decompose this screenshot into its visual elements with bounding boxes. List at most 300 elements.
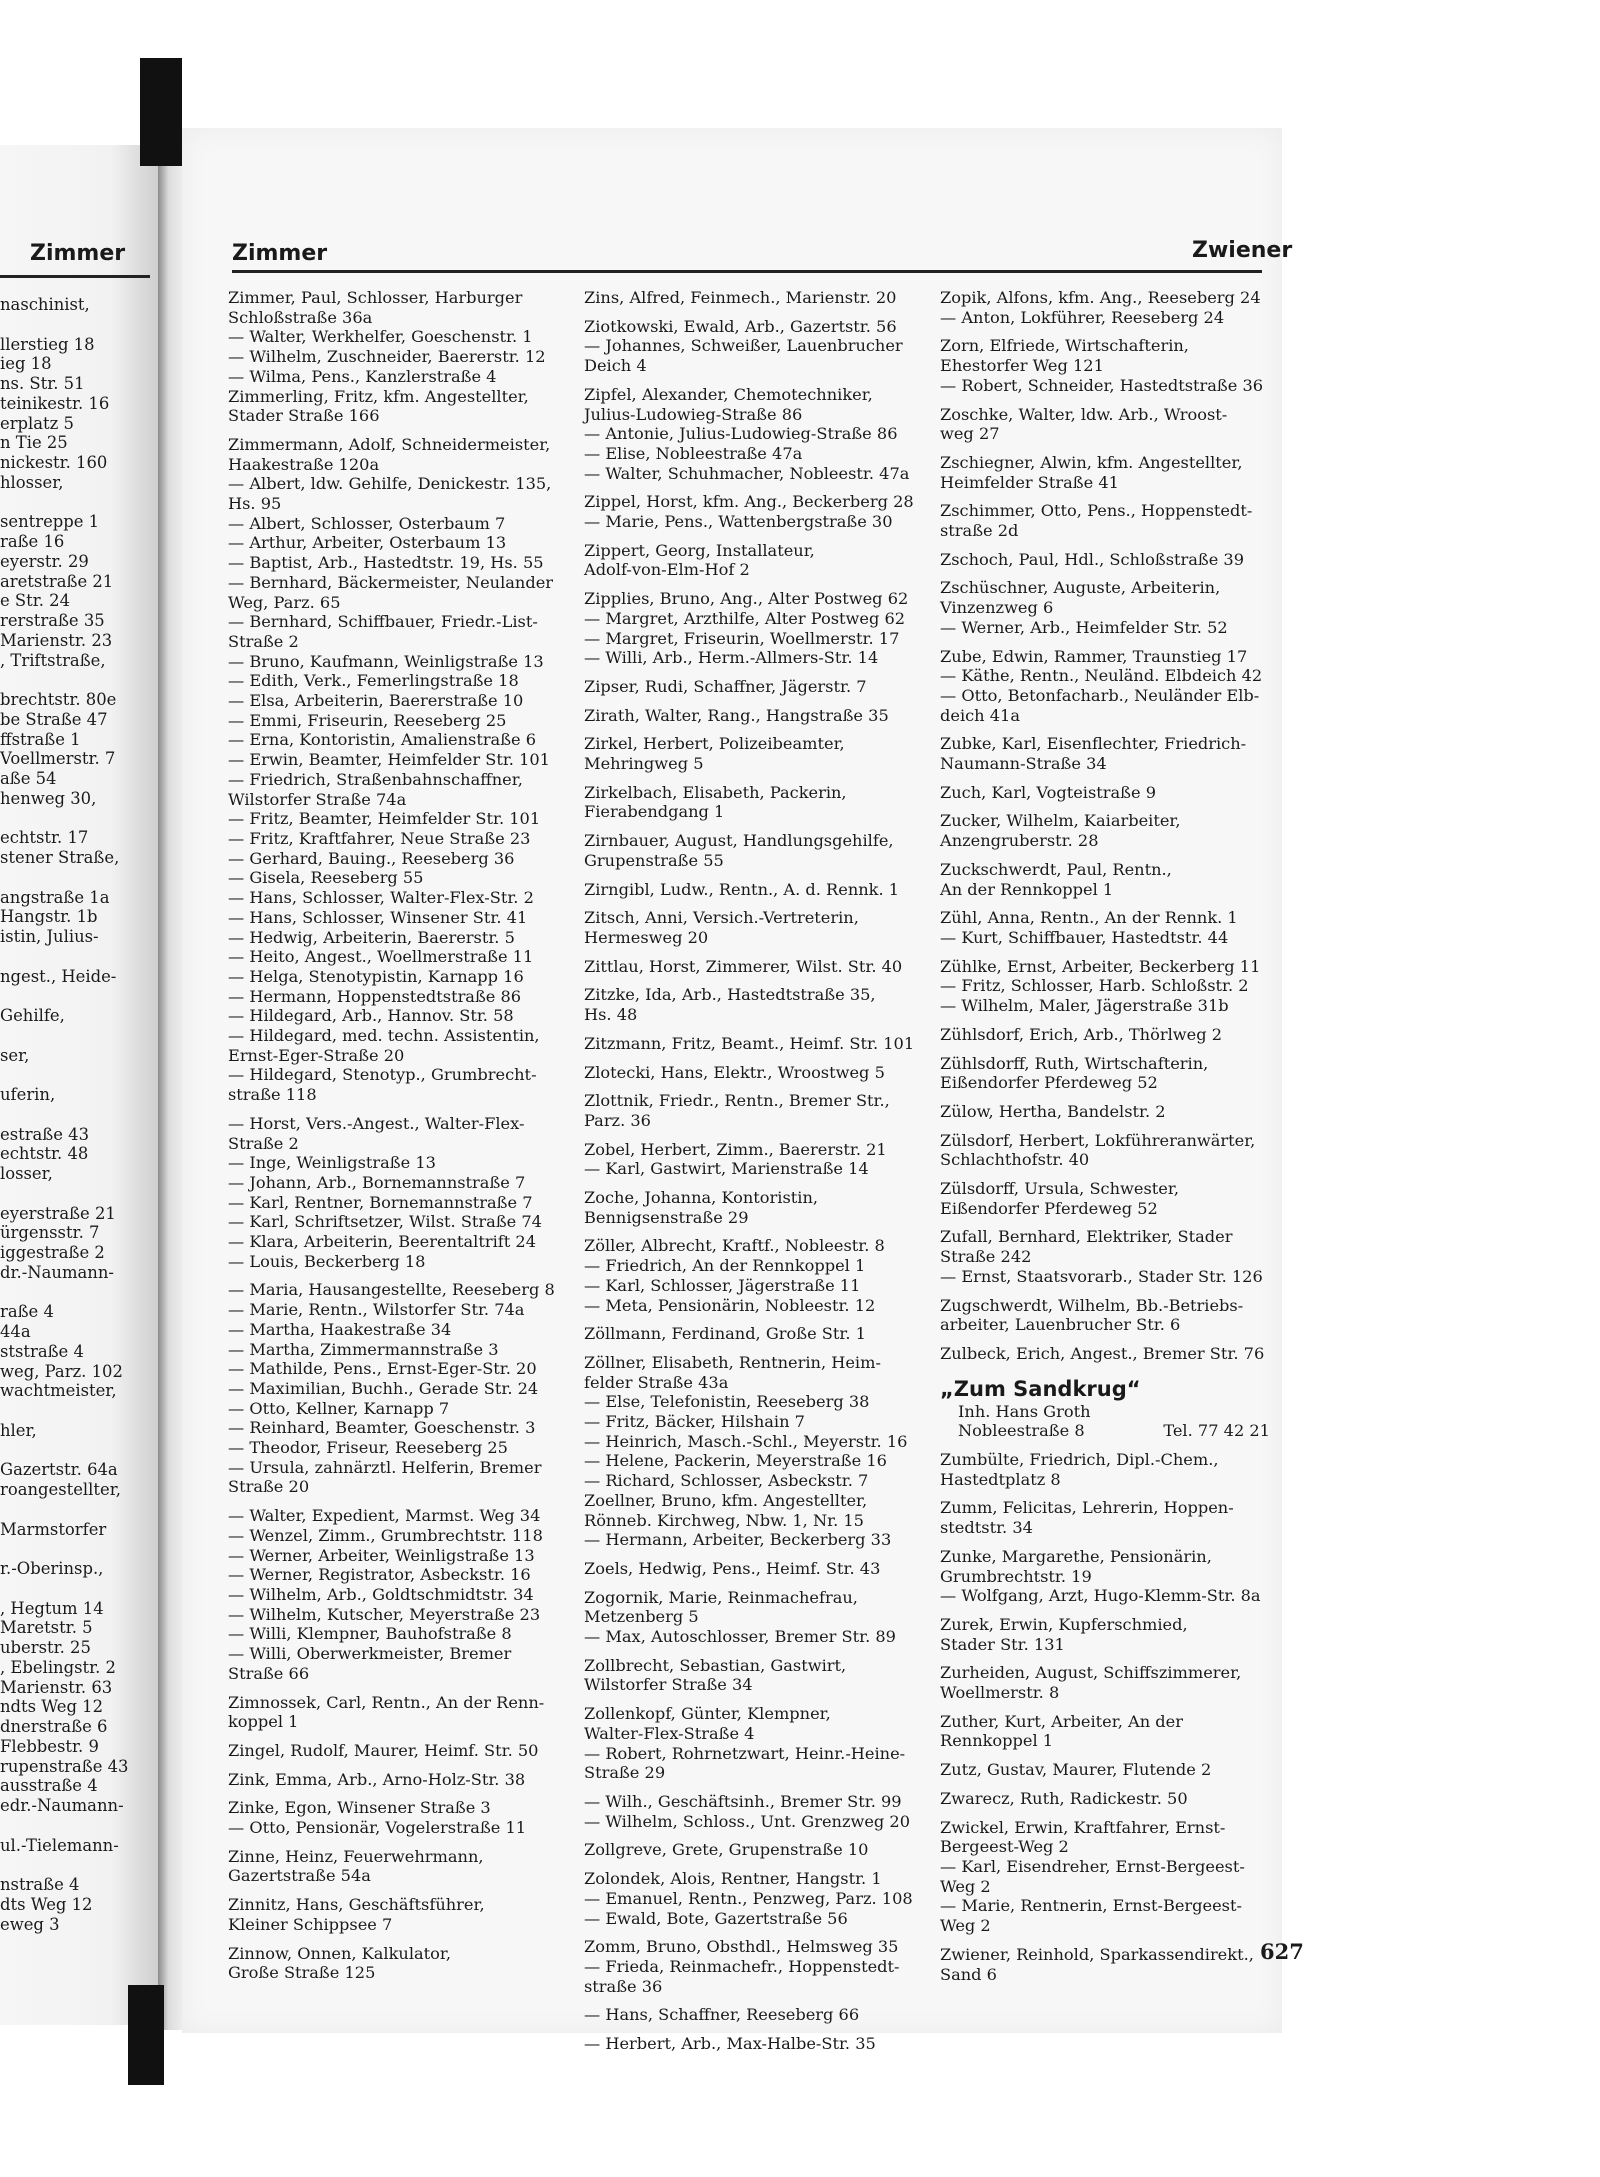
- directory-entry: [228, 1605, 568, 1625]
- directory-entry: [228, 533, 568, 553]
- entry-line: Zwarecz, Ruth, Radickestr. 50: [940, 1788, 1188, 1808]
- entry-line: — Else, Telefonistin, Reeseberg 38: [584, 1392, 870, 1412]
- header-rule: [232, 270, 1262, 273]
- entry-line: — Wilhelm, Kutscher, Meyerstraße 23: [228, 1604, 541, 1624]
- directory-entry: [584, 1296, 924, 1316]
- left-page-line: , Triftstraße,: [0, 650, 106, 670]
- left-page-line: ul.-Tielemann-: [0, 1835, 119, 1855]
- entry-line: Zutz, Gustav, Maurer, Flutende 2: [940, 1760, 1212, 1780]
- left-page-line: raße 4: [0, 1302, 54, 1322]
- entry-line: Zimmermann, Adolf, Schneidermeister,: [228, 434, 551, 454]
- left-page-line: e Str. 24: [0, 591, 71, 611]
- entry-line: Bennigsenstraße 29: [584, 1207, 749, 1227]
- entry-line: — Wilh., Geschäftsinh., Bremer Str. 99: [584, 1792, 902, 1811]
- directory-entry: [228, 1026, 568, 1065]
- entry-line: Zschüschner, Auguste, Arbeiterin,: [940, 578, 1221, 598]
- directory-entry: [584, 1256, 924, 1276]
- directory-entry: [228, 1280, 568, 1300]
- directory-entry: [228, 1340, 568, 1360]
- entry-line: Vinzenzweg 6: [940, 598, 1054, 618]
- directory-entry: [584, 385, 924, 424]
- entry-line: Zollbrecht, Sebastian, Gastwirt,: [584, 1655, 847, 1675]
- entry-line: — Albert, ldw. Gehilfe, Denickestr. 135,: [228, 474, 552, 494]
- directory-entry: [228, 809, 568, 829]
- left-page-line: [0, 1855, 156, 1875]
- entry-line: — Bernhard, Bäckermeister, Neulander: [228, 572, 554, 592]
- entry-line: — Hildegard, Stenotyp., Grumbrecht-: [228, 1065, 537, 1085]
- entry-line: arbeiter, Lauenbrucher Str. 6: [940, 1315, 1181, 1335]
- directory-entry: [584, 1412, 924, 1432]
- directory-entry: [584, 1869, 924, 1889]
- directory-entry: [940, 811, 1270, 850]
- entry-line: Heimfelder Straße 41: [940, 472, 1119, 492]
- entry-line: — Arthur, Arbeiter, Osterbaum 13: [228, 533, 507, 553]
- entry-line: — Ewald, Bote, Gazertstraße 56: [584, 1908, 848, 1928]
- directory-entry: [940, 1498, 1270, 1537]
- entry-line: Zunke, Margarethe, Pensionärin,: [940, 1546, 1212, 1566]
- running-head-right: Zwiener: [1192, 238, 1293, 263]
- entry-line: Weg, Parz. 65: [228, 592, 341, 612]
- entry-line: — Erna, Kontoristin, Amalienstraße 6: [228, 730, 537, 750]
- left-page-line: ser,: [0, 1045, 30, 1065]
- entry-line: Zulbeck, Erich, Angest., Bremer Str. 76: [940, 1343, 1265, 1363]
- directory-entry: [228, 849, 568, 869]
- left-page-line: iggestraße 2: [0, 1243, 105, 1262]
- directory-entry: [228, 770, 568, 809]
- entry-line: — Wilhelm, Zuschneider, Baererstr. 12: [228, 347, 546, 367]
- directory-entry: [584, 648, 924, 668]
- directory-entry: [228, 1644, 568, 1683]
- directory-entry: [228, 1565, 568, 1585]
- directory-entry: [584, 1432, 924, 1452]
- entry-line: Stader Straße 166: [228, 406, 380, 426]
- directory-entry: [940, 1054, 1270, 1093]
- directory-entry: [940, 618, 1270, 638]
- directory-entry: [584, 783, 924, 822]
- ad-owner: Inh. Hans Groth: [958, 1401, 1091, 1421]
- entry-line: — Louis, Beckerberg 18: [228, 1251, 426, 1271]
- entry-line: — Friedrich, Straßenbahnschaffner,: [228, 769, 523, 789]
- directory-entry: [940, 1227, 1270, 1266]
- entry-line: Zinnow, Onnen, Kalkulator,: [228, 1943, 452, 1963]
- entry-line: — Hedwig, Arbeiterin, Baererstr. 5: [228, 927, 515, 947]
- left-page-entries: [0, 295, 156, 1934]
- entry-line: Straße 2: [228, 1133, 299, 1153]
- entry-line: — Wolfgang, Arzt, Hugo-Klemm-Str. 8a: [940, 1586, 1261, 1606]
- directory-entry: [228, 1818, 568, 1838]
- left-page-line: [0, 1026, 156, 1046]
- entry-line: — Baptist, Arb., Hastedtstr. 19, Hs. 55: [228, 553, 544, 573]
- entry-line: — Hildegard, med. techn. Assistentin,: [228, 1026, 540, 1046]
- entry-line: Zirngibl, Ludw., Rentn., A. d. Rennk. 1: [584, 879, 900, 899]
- directory-entry: [940, 501, 1270, 540]
- left-page-line: istin, Julius-: [0, 927, 99, 946]
- entry-line: Weg 2: [940, 1916, 991, 1936]
- left-page-line: naschinist,: [0, 295, 90, 314]
- entry-line: Zuch, Karl, Vogteistraße 9: [940, 782, 1157, 802]
- entry-line: — Karl, Schlosser, Jägerstraße 11: [584, 1275, 861, 1295]
- entry-line: Mehringweg 5: [584, 754, 704, 774]
- left-page-line: Hangstr. 1b: [0, 907, 98, 927]
- entry-line: — Albert, Schlosser, Osterbaum 7: [228, 513, 506, 533]
- directory-entry: [940, 336, 1270, 375]
- directory-entry: [584, 492, 924, 512]
- directory-entry: [940, 376, 1270, 396]
- entry-line: Zipser, Rudi, Schaffner, Jägerstr. 7: [584, 676, 867, 696]
- directory-entry: [584, 1937, 924, 1957]
- directory-entry: [584, 957, 924, 977]
- directory-entry: [940, 860, 1270, 899]
- entry-line: Hastedtplatz 8: [940, 1469, 1061, 1489]
- left-page-line: [0, 1539, 156, 1559]
- directory-entry: [940, 1615, 1270, 1654]
- directory-entry: [584, 1957, 924, 1996]
- entry-line: Zollenkopf, Günter, Klempner,: [584, 1704, 831, 1724]
- directory-entry: [584, 317, 924, 337]
- left-page-line: eyerstraße 21: [0, 1203, 116, 1223]
- entry-line: — Wilhelm, Schloss., Unt. Grenzweg 20: [584, 1811, 911, 1831]
- left-page-line: [0, 493, 156, 513]
- directory-entry: [228, 750, 568, 770]
- directory-entry: [940, 288, 1270, 308]
- left-page-line: Gehilfe,: [0, 1006, 65, 1025]
- directory-entry: [584, 734, 924, 773]
- entry-line: — Emanuel, Rentn., Penzweg, Parz. 108: [584, 1888, 913, 1908]
- left-page-line: [0, 868, 156, 888]
- left-page-line: ffstraße 1: [0, 729, 81, 749]
- entry-line: Zühlsdorf, Erich, Arb., Thörlweg 2: [940, 1024, 1223, 1044]
- directory-entry: [940, 957, 1270, 977]
- left-page-line: Voellmerstr. 7: [0, 749, 116, 769]
- entry-line: — Maria, Hausangestellte, Reeseberg 8: [228, 1280, 555, 1300]
- directory-entry: [228, 387, 568, 426]
- directory-entry: [940, 1025, 1270, 1045]
- left-page-line: dnerstraße 6: [0, 1717, 108, 1736]
- directory-entry: [940, 1267, 1270, 1287]
- column-3: [940, 288, 1270, 1984]
- entry-line: — Gerhard, Bauing., Reeseberg 36: [228, 848, 515, 868]
- directory-entry: [584, 908, 924, 947]
- directory-entry: [228, 1895, 568, 1934]
- left-page-line: ürgensstr. 7: [0, 1223, 100, 1243]
- left-page-line: r.-Oberinsp.,: [0, 1559, 104, 1578]
- directory-entry: [584, 1704, 924, 1743]
- directory-entry: [228, 1114, 568, 1153]
- entry-line: Zühlsdorff, Ruth, Wirtschafterin,: [940, 1053, 1209, 1073]
- entry-line: Zittlau, Horst, Zimmerer, Wilst. Str. 40: [584, 956, 903, 976]
- left-page-line: Marienstr. 63: [0, 1677, 113, 1697]
- binding-tape-bottom: [128, 1985, 164, 2085]
- entry-line: Zingel, Rudolf, Maurer, Heimf. Str. 50: [228, 1740, 539, 1760]
- entry-line: Straße 29: [584, 1763, 666, 1783]
- entry-line: — Walter, Expedient, Marmst. Weg 34: [228, 1506, 541, 1526]
- directory-entry: [584, 1744, 924, 1783]
- directory-entry: [584, 706, 924, 726]
- left-page-line: [0, 1579, 156, 1599]
- entry-line: — Fritz, Beamter, Heimfelder Str. 101: [228, 809, 541, 829]
- directory-entry: [228, 967, 568, 987]
- left-page-line: llerstieg 18: [0, 334, 95, 354]
- entry-line: Zirath, Walter, Rang., Hangstraße 35: [584, 705, 889, 725]
- directory-entry: [940, 1663, 1270, 1702]
- entry-line: Zumm, Felicitas, Lehrerin, Hoppen-: [940, 1498, 1234, 1518]
- left-page-header: Zimmer: [30, 241, 126, 266]
- directory-entry: [940, 928, 1270, 948]
- directory-entry: [584, 1451, 924, 1471]
- left-page-line: [0, 1283, 156, 1303]
- directory-entry: [228, 1173, 568, 1193]
- entry-line: Zurek, Erwin, Kupferschmied,: [940, 1614, 1188, 1634]
- entry-line: — Willi, Klempner, Bauhofstraße 8: [228, 1624, 512, 1644]
- directory-entry: [584, 1559, 924, 1579]
- directory-entry: [584, 512, 924, 532]
- directory-entry: [584, 336, 924, 375]
- left-page-line: uberstr. 25: [0, 1638, 91, 1657]
- entry-line: — Walter, Werkhelfer, Goeschenstr. 1: [228, 327, 533, 347]
- directory-entry: [228, 1585, 568, 1605]
- left-page-line: aße 54: [0, 769, 57, 788]
- directory-entry: [584, 1627, 924, 1647]
- directory-entry: [940, 783, 1270, 803]
- directory-entry: [584, 464, 924, 484]
- entry-line: — Wilhelm, Maler, Jägerstraße 31b: [940, 996, 1229, 1016]
- directory-entry: [940, 1760, 1270, 1780]
- entry-line: — Martha, Haakestraße 34: [228, 1319, 452, 1339]
- left-page-line: eweg 3: [0, 1914, 60, 1934]
- entry-line: Zitzke, Ida, Arb., Hastedtstraße 35,: [584, 985, 876, 1005]
- directory-entry: [584, 1840, 924, 1860]
- entry-line: Zins, Alfred, Feinmech., Marienstr. 20: [584, 288, 897, 307]
- directory-entry: [584, 1140, 924, 1160]
- ad-address: Nobleestraße 8: [958, 1421, 1085, 1441]
- left-page-line: 44a: [0, 1322, 31, 1341]
- directory-entry: [584, 1353, 924, 1392]
- entry-line: Zwickel, Erwin, Kraftfahrer, Ernst-: [940, 1817, 1226, 1837]
- entry-line: — Fritz, Kraftfahrer, Neue Straße 23: [228, 828, 531, 848]
- entry-line: Schloßstraße 36a: [228, 307, 373, 327]
- directory-entry: [228, 1300, 568, 1320]
- directory-entry: [228, 553, 568, 573]
- directory-entry: [228, 1359, 568, 1379]
- entry-line: — Werner, Arbeiter, Weinligstraße 13: [228, 1545, 535, 1565]
- entry-line: Stader Str. 131: [940, 1634, 1065, 1654]
- left-page-line: Maretstr. 5: [0, 1618, 93, 1638]
- entry-line: — Anton, Lokführer, Reeseberg 24: [940, 307, 1225, 327]
- directory-entry: [584, 1812, 924, 1832]
- directory-entry: [584, 880, 924, 900]
- column-2: [584, 288, 924, 2054]
- entry-line: — Käthe, Rentn., Neuländ. Elbdeich 42: [940, 666, 1263, 686]
- entry-line: Zschiegner, Alwin, kfm. Angestellter,: [940, 452, 1243, 472]
- directory-entry: [228, 474, 568, 513]
- directory-entry: [940, 734, 1270, 773]
- left-page-line: , Ebelingstr. 2: [0, 1657, 116, 1677]
- left-page-line: dts Weg 12: [0, 1894, 93, 1914]
- entry-line: — Walter, Schuhmacher, Nobleestr. 47a: [584, 463, 910, 483]
- directory-entry: [940, 1296, 1270, 1335]
- entry-line: Zogornik, Marie, Reinmachefrau,: [584, 1587, 858, 1607]
- entry-line: — Helga, Stenotypistin, Karnapp 16: [228, 966, 524, 986]
- entry-line: — Hans, Schlosser, Walter-Flex-Str. 2: [228, 888, 534, 908]
- directory-entry: [228, 1232, 568, 1252]
- entry-line: — Margret, Friseurin, Woellmerstr. 17: [584, 628, 900, 648]
- left-page-line: be Straße 47: [0, 709, 108, 729]
- entry-line: Zschoch, Paul, Hdl., Schloßstraße 39: [940, 549, 1245, 569]
- directory-entry: [584, 1236, 924, 1256]
- entry-line: — Hermann, Hoppenstedtstraße 86: [228, 986, 522, 1006]
- left-page-line: wachtmeister,: [0, 1381, 117, 1401]
- entry-line: Zlotecki, Hans, Elektr., Wroostweg 5: [584, 1062, 885, 1082]
- entry-line: Wilstorfer Straße 74a: [228, 789, 407, 809]
- entry-line: Walter-Flex-Straße 4: [584, 1723, 755, 1743]
- entry-line: Straße 20: [228, 1477, 310, 1497]
- entry-line: Zurheiden, August, Schiffszimmerer,: [940, 1663, 1242, 1683]
- directory-entry: [584, 589, 924, 609]
- left-page-line: echtstr. 48: [0, 1144, 89, 1164]
- directory-entry: [940, 1547, 1270, 1586]
- directory-entry: [228, 1399, 568, 1419]
- directory-entry: [584, 541, 924, 580]
- entry-line: straße 36: [584, 1976, 663, 1996]
- directory-entry: [940, 908, 1270, 928]
- left-page-line: [0, 986, 156, 1006]
- entry-line: — Erwin, Beamter, Heimfelder Str. 101: [228, 750, 550, 770]
- entry-line: Zugschwerdt, Wilhelm, Bb.-Betriebs-: [940, 1295, 1244, 1315]
- entry-line: — Reinhard, Beamter, Goeschenstr. 3: [228, 1418, 536, 1438]
- entry-line: Zufall, Bernhard, Elektriker, Stader: [940, 1227, 1233, 1247]
- directory-entry: [228, 1193, 568, 1213]
- directory-entry: [228, 1379, 568, 1399]
- directory-entry: [584, 609, 924, 629]
- entry-line: weg 27: [940, 424, 1000, 444]
- entry-line: — Marie, Rentn., Wilstorfer Str. 74a: [228, 1300, 525, 1320]
- ad-title: „Zum Sandkrug“: [940, 1376, 1141, 1401]
- directory-entry: [228, 928, 568, 948]
- left-page-line: Gazertstr. 64a: [0, 1460, 118, 1480]
- entry-line: Ehestorfer Weg 121: [940, 356, 1104, 376]
- entry-line: Zumbülte, Friedrich, Dipl.-Chem.,: [940, 1450, 1219, 1470]
- directory-entry: [584, 1792, 924, 1812]
- entry-line: Anzengruberstr. 28: [940, 831, 1099, 851]
- entry-line: koppel 1: [228, 1712, 299, 1732]
- directory-entry: [584, 1063, 924, 1083]
- directory-entry: [584, 1091, 924, 1130]
- left-page-line: stener Straße,: [0, 848, 120, 867]
- entry-line: Julius-Ludowieg-Straße 86: [584, 404, 803, 424]
- directory-entry: [584, 288, 924, 308]
- entry-line: Zühl, Anna, Rentn., An der Rennk. 1: [940, 908, 1238, 928]
- entry-line: Metzenberg 5: [584, 1607, 699, 1627]
- left-page-rule: [0, 275, 150, 278]
- entry-line: — Hans, Schaffner, Reeseberg 66: [584, 2005, 860, 2025]
- directory-entry: [228, 1798, 568, 1818]
- entry-line: — Emmi, Friseurin, Reeseberg 25: [228, 710, 507, 730]
- entry-line: — Max, Autoschlosser, Bremer Str. 89: [584, 1627, 896, 1647]
- entry-line: Kleiner Schippsee 7: [228, 1914, 393, 1934]
- entry-line: — Hermann, Arbeiter, Beckerberg 33: [584, 1530, 892, 1550]
- entry-line: — Margret, Arzthilfe, Alter Postweg 62: [584, 608, 906, 628]
- column-1: [228, 288, 568, 1983]
- directory-entry: [940, 976, 1270, 996]
- entry-line: — Bruno, Kaufmann, Weinligstraße 13: [228, 651, 544, 671]
- entry-line: Zirnbauer, August, Handlungsgehilfe,: [584, 831, 894, 851]
- entry-line: Zülsdorff, Ursula, Schwester,: [940, 1179, 1179, 1199]
- entry-line: Zitsch, Anni, Versich.-Vertreterin,: [584, 908, 859, 928]
- directory-entry: [584, 1530, 924, 1550]
- directory-entry: [940, 1818, 1270, 1857]
- entry-line: — Bernhard, Schiffbauer, Friedr.-List-: [228, 612, 538, 632]
- entry-line: — Theodor, Friseur, Reeseberg 25: [228, 1438, 508, 1458]
- directory-entry: [584, 424, 924, 444]
- left-page-line: ndts Weg 12: [0, 1697, 104, 1717]
- entry-line: Parz. 36: [584, 1110, 651, 1130]
- entry-line: — Klara, Arbeiterin, Beerentaltrift 24: [228, 1232, 536, 1252]
- left-page-line: brechtstr. 80e: [0, 690, 117, 709]
- directory-entry: [228, 1944, 568, 1983]
- directory-entry: [228, 671, 568, 691]
- entry-line: felder Straße 43a: [584, 1372, 729, 1392]
- entry-line: Zoschke, Walter, ldw. Arb., Wroost-: [940, 404, 1228, 424]
- directory-entry: [940, 1586, 1270, 1606]
- entry-line: — Wenzel, Zimm., Grumbrechtstr. 118: [228, 1525, 543, 1545]
- entry-line: Rönneb. Kirchweg, Nbw. 1, Nr. 15: [584, 1510, 864, 1530]
- directory-entry: [940, 578, 1270, 617]
- ad-phone: Tel. 77 42 21: [1163, 1421, 1270, 1441]
- directory-entry: [228, 573, 568, 612]
- entry-line: — Otto, Pensionär, Vogelerstraße 11: [228, 1818, 527, 1838]
- left-page-line: weg, Parz. 102: [0, 1361, 123, 1381]
- directory-entry: [584, 1491, 924, 1530]
- directory-entry: [584, 2034, 924, 2054]
- entry-line: — Herbert, Arb., Max-Halbe-Str. 35: [584, 2034, 876, 2054]
- left-page-line: teinikestr. 16: [0, 393, 110, 413]
- directory-entry: [940, 1896, 1270, 1935]
- directory-entry: [940, 453, 1270, 492]
- entry-line: — Inge, Weinligstraße 13: [228, 1153, 436, 1173]
- directory-entry: [228, 1624, 568, 1644]
- entry-line: — Robert, Schneider, Hastedtstraße 36: [940, 375, 1264, 395]
- left-page-line: Marienstr. 23: [0, 630, 113, 650]
- left-page-line: nstraße 4: [0, 1875, 80, 1894]
- directory-entry: [584, 1188, 924, 1227]
- left-page-line: [0, 315, 156, 335]
- directory-entry: [228, 435, 568, 474]
- entry-line: — Marie, Rentnerin, Ernst-Bergeest-: [940, 1896, 1242, 1916]
- left-page-line: Marmstorfer: [0, 1519, 107, 1539]
- entry-line: Zobel, Herbert, Zimm., Baererstr. 21: [584, 1139, 887, 1159]
- left-page-line: hlosser,: [0, 472, 64, 492]
- directory-entry: [940, 1179, 1270, 1218]
- entry-line: — Willi, Oberwerkmeister, Bremer: [228, 1644, 512, 1664]
- entry-line: Naumann-Straße 34: [940, 754, 1107, 774]
- entry-line: — Ursula, zahnärztl. Helferin, Bremer: [228, 1457, 542, 1477]
- entry-line: Haakestraße 120a: [228, 454, 380, 474]
- directory-entry: [228, 1418, 568, 1438]
- left-page-line: [0, 1065, 156, 1085]
- entry-line: — Robert, Rohrnetzwart, Heinr.-Heine-: [584, 1743, 906, 1763]
- entry-line: straße 118: [228, 1085, 317, 1105]
- entry-line: — Richard, Schlosser, Asbeckstr. 7: [584, 1471, 869, 1491]
- directory-entry: [940, 666, 1270, 686]
- entry-line: Deich 4: [584, 356, 647, 376]
- directory-entry: [228, 1526, 568, 1546]
- directory-entry: [228, 327, 568, 347]
- directory-entry: [228, 612, 568, 651]
- entry-line: Zimmerling, Fritz, kfm. Angestellter,: [228, 386, 529, 406]
- entry-line: Zwiener, Reinhold, Sparkassendirekt.,: [940, 1944, 1254, 1964]
- directory-entry: [584, 677, 924, 697]
- left-page-line: angstraße 1a: [0, 887, 110, 907]
